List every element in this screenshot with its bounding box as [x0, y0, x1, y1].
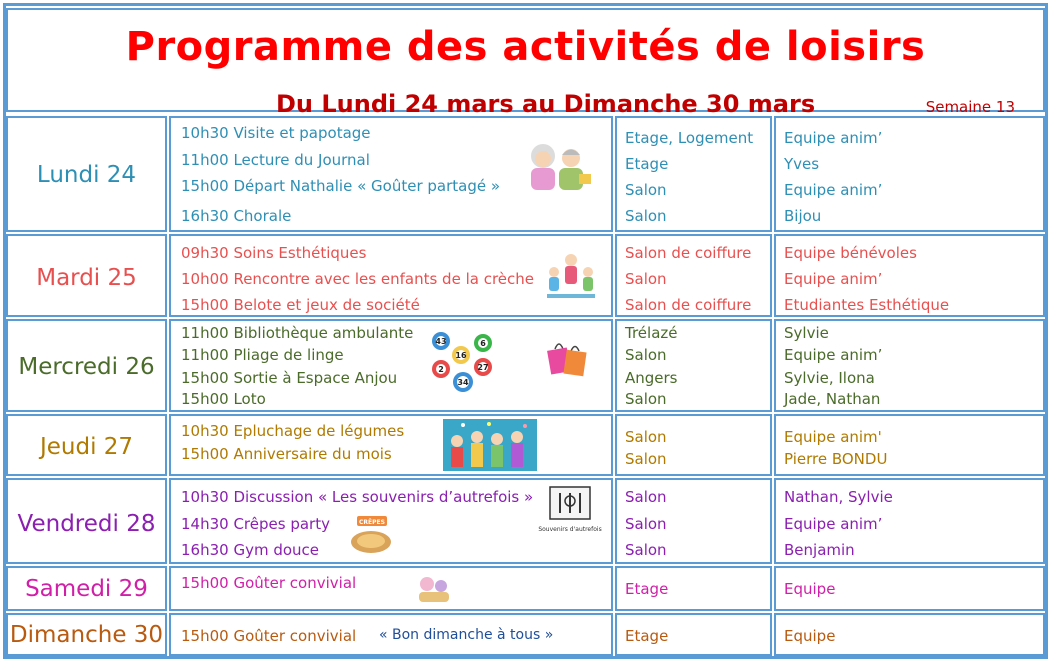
place: Salon — [625, 515, 667, 533]
staff-cell — [774, 319, 1045, 412]
row-mercredi — [6, 319, 1045, 412]
day-label: Vendredi 28 — [17, 511, 156, 537]
loto-ball-label: 43 — [435, 337, 447, 346]
staff: Etudiantes Esthétique — [784, 296, 950, 314]
activity: 10h30 Epluchage de légumes — [181, 422, 405, 440]
day-cell — [6, 478, 167, 564]
place: Etage — [625, 627, 669, 645]
staff: Equipe bénévoles — [784, 244, 917, 262]
day-cell — [6, 566, 167, 611]
activity: 11h00 Pliage de linge — [181, 346, 344, 364]
day-label: Dimanche 30 — [9, 622, 164, 648]
activities-cell — [169, 319, 613, 412]
loto-ball-label: 16 — [455, 351, 467, 360]
grandparents-illustration — [521, 138, 595, 194]
place: Salon — [625, 488, 667, 506]
row-lundi — [6, 116, 1045, 232]
party-people-illustration — [443, 419, 537, 471]
staff: Pierre BONDU — [784, 450, 888, 468]
staff: Equipe anim’ — [784, 181, 883, 199]
activity: 15h00 Goûter convivial — [181, 627, 357, 645]
activity: 11h00 Lecture du Journal — [181, 151, 370, 169]
day-cell — [6, 613, 167, 656]
activity: 11h00 Bibliothèque ambulante — [181, 324, 414, 342]
day-cell — [6, 234, 167, 317]
day-cell — [6, 116, 167, 232]
staff: Yves — [784, 155, 820, 173]
staff-cell — [774, 116, 1045, 232]
places-cell — [615, 319, 772, 412]
staff-cell — [774, 566, 1045, 611]
row-vendredi — [6, 478, 1045, 564]
staff: Nathan, Sylvie — [784, 488, 893, 506]
place: Trélazé — [625, 324, 678, 342]
date-range: Du Lundi 24 mars au Dimanche 30 mars — [276, 90, 816, 118]
place: Salon — [625, 541, 667, 559]
row-samedi — [6, 566, 1045, 611]
activity: 15h00 Départ Nathalie « Goûter partagé » — [181, 177, 501, 195]
row-dimanche — [6, 613, 1045, 656]
activities-cell — [169, 566, 613, 611]
place: Etage — [625, 580, 669, 598]
place: Angers — [625, 369, 678, 387]
activity: 15h00 Loto — [181, 390, 266, 408]
place: Salon de coiffure — [625, 296, 752, 314]
activity: 15h00 Goûter convivial — [181, 574, 357, 592]
day-label: Mercredi 26 — [18, 354, 155, 380]
day-label: Jeudi 27 — [39, 434, 134, 460]
staff: Sylvie — [784, 324, 829, 342]
staff: Equipe anim’ — [784, 129, 883, 147]
activity: 16h30 Gym douce — [181, 541, 320, 559]
places-cell — [615, 566, 772, 611]
activity: 16h30 Chorale — [181, 207, 292, 225]
staff: Equipe anim' — [784, 428, 882, 446]
souvenirs-caption: Souvenirs d'autrefois — [538, 526, 602, 533]
crepes-illustration — [349, 514, 393, 556]
place: Etage, Logement — [625, 129, 754, 147]
place: Salon — [625, 390, 667, 408]
shopping-bags-illustration — [545, 339, 589, 379]
row-mardi — [6, 234, 1045, 317]
snack-illustration — [415, 574, 453, 606]
activities-cell — [169, 414, 613, 476]
activities-cell — [169, 478, 613, 564]
places-cell — [615, 414, 772, 476]
crepes-sign-text: CRÊPES — [359, 519, 385, 526]
loto-ball-label: 2 — [438, 365, 444, 374]
activity-note: « Bon dimanche à tous » — [379, 627, 554, 643]
staff-cell — [774, 234, 1045, 317]
staff: Equipe anim’ — [784, 346, 883, 364]
places-cell — [615, 478, 772, 564]
activity: 10h30 Visite et papotage — [181, 124, 371, 142]
page-title: Programme des activités de loisirs — [125, 24, 926, 70]
staff: Equipe — [784, 580, 836, 598]
loto-ball-label: 27 — [477, 363, 489, 372]
activities-cell — [169, 234, 613, 317]
activity: 15h00 Anniversaire du mois — [181, 445, 392, 463]
places-cell — [615, 116, 772, 232]
activity: 10h00 Rencontre avec les enfants de la crèche — [181, 270, 534, 288]
day-label: Samedi 29 — [25, 576, 148, 602]
header — [6, 8, 1045, 118]
place: Salon — [625, 207, 667, 225]
staff-cell — [774, 613, 1045, 656]
place: Salon — [625, 270, 667, 288]
staff: Jade, Nathan — [784, 390, 881, 408]
day-label: Mardi 25 — [36, 265, 137, 291]
day-label: Lundi 24 — [36, 162, 137, 188]
place: Salon — [625, 346, 667, 364]
souvenirs-illustration — [538, 485, 602, 551]
staff-cell — [774, 414, 1045, 476]
activity: 09h30 Soins Esthétiques — [181, 244, 367, 262]
place: Salon — [625, 450, 667, 468]
loto-balls-illustration — [429, 329, 497, 393]
staff: Equipe anim’ — [784, 270, 883, 288]
activity: 15h00 Sortie à Espace Anjou — [181, 369, 398, 387]
place: Salon — [625, 428, 667, 446]
staff: Equipe — [784, 627, 836, 645]
staff: Benjamin — [784, 541, 855, 559]
activity: 14h30 Crêpes party — [181, 515, 330, 533]
staff: Equipe anim’ — [784, 515, 883, 533]
place: Salon de coiffure — [625, 244, 752, 262]
loto-ball-label: 34 — [457, 378, 469, 387]
staff: Sylvie, Ilona — [784, 369, 875, 387]
children-illustration — [543, 250, 599, 302]
activity: 15h00 Belote et jeux de société — [181, 296, 420, 314]
activities-cell — [169, 613, 613, 656]
places-cell — [615, 613, 772, 656]
place: Etage — [625, 155, 669, 173]
loto-ball-label: 6 — [480, 339, 486, 348]
place: Salon — [625, 181, 667, 199]
places-cell — [615, 234, 772, 317]
day-cell — [6, 414, 167, 476]
week-number: Semaine 13 — [925, 98, 1015, 116]
day-cell — [6, 319, 167, 412]
staff: Bijou — [784, 207, 822, 225]
row-jeudi — [6, 414, 1045, 476]
staff-cell — [774, 478, 1045, 564]
activities-cell — [169, 116, 613, 232]
activity: 10h30 Discussion « Les souvenirs d’autrefois » — [181, 488, 534, 506]
